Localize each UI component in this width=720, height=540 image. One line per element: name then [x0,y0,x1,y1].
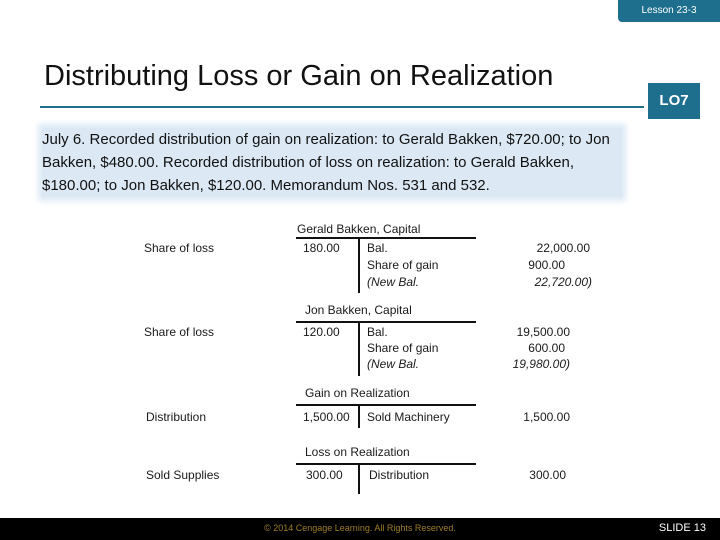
t-account-divider [358,463,360,494]
title-rule [40,106,644,108]
account-title: Jon Bakken, Capital [305,303,412,317]
t-account-top-bar [296,404,476,406]
credit-line: Bal. [367,241,388,255]
credit-line: (New Bal. [367,275,420,289]
t-account-gain-on-realization [0,384,720,444]
slide-number: SLIDE 13 [658,522,706,534]
account-title: Loss on Realization [305,445,410,459]
left-label: Distribution [146,410,207,424]
t-account-divider [358,237,360,293]
t-account-top-bar [296,237,476,239]
credit-amount: 300.00 [529,468,566,482]
t-account-loss-on-realization [0,444,720,504]
account-title: Gerald Bakken, Capital [297,222,421,236]
credit-line: Bal. [367,325,388,339]
credit-amount: 22,000.00 [536,241,590,255]
account-title: Gain on Realization [305,386,410,400]
debit-amount: 120.00 [303,325,340,339]
t-account-divider [358,321,360,376]
left-label: Sold Supplies [146,468,220,482]
credit-line: Share of gain [367,258,439,272]
credit-line: Distribution [369,468,430,482]
credit-amount: 1,500.00 [523,410,570,424]
t-account-top-bar [296,321,476,323]
credit-line: Share of gain [367,341,439,355]
slide-title: Distributing Loss or Gain on Realization [44,60,554,92]
credit-amount: 900.00 [528,258,565,272]
credit-line: (New Bal. [367,357,420,371]
t-account-gerald-capital [0,220,720,300]
credit-amount: 19,980.00) [512,357,570,371]
left-label: Share of loss [144,325,215,339]
credit-line: Sold Machinery [367,410,450,424]
debit-amount: 180.00 [303,241,340,255]
copyright-text: © 2014 Cengage Learning. All Rights Reserved. [264,523,456,533]
t-account-divider [358,404,360,428]
credit-amount: 19,500.00 [516,325,570,339]
credit-amount: 22,720.00) [534,275,592,289]
credit-amount: 600.00 [528,341,565,355]
footer-bar [0,518,720,540]
debit-amount: 1,500.00 [303,410,350,424]
lo-badge: LO7 [648,83,700,119]
lesson-tab: Lesson 23-3 [618,0,720,22]
left-label: Share of loss [144,241,215,255]
t-account-jon-capital [0,301,720,381]
debit-amount: 300.00 [306,468,343,482]
t-account-top-bar [296,463,476,465]
intro-text: July 6. Recorded distribution of gain on realization: to Gerald Bakken, $720.00; to Jon Bakken, $480.00. Recorded distribution of loss on realization: to Gerald Bakken, $180.00; to Jon Bakken, $120.00. Memorandum Nos. 531 and 532. [42,128,622,197]
